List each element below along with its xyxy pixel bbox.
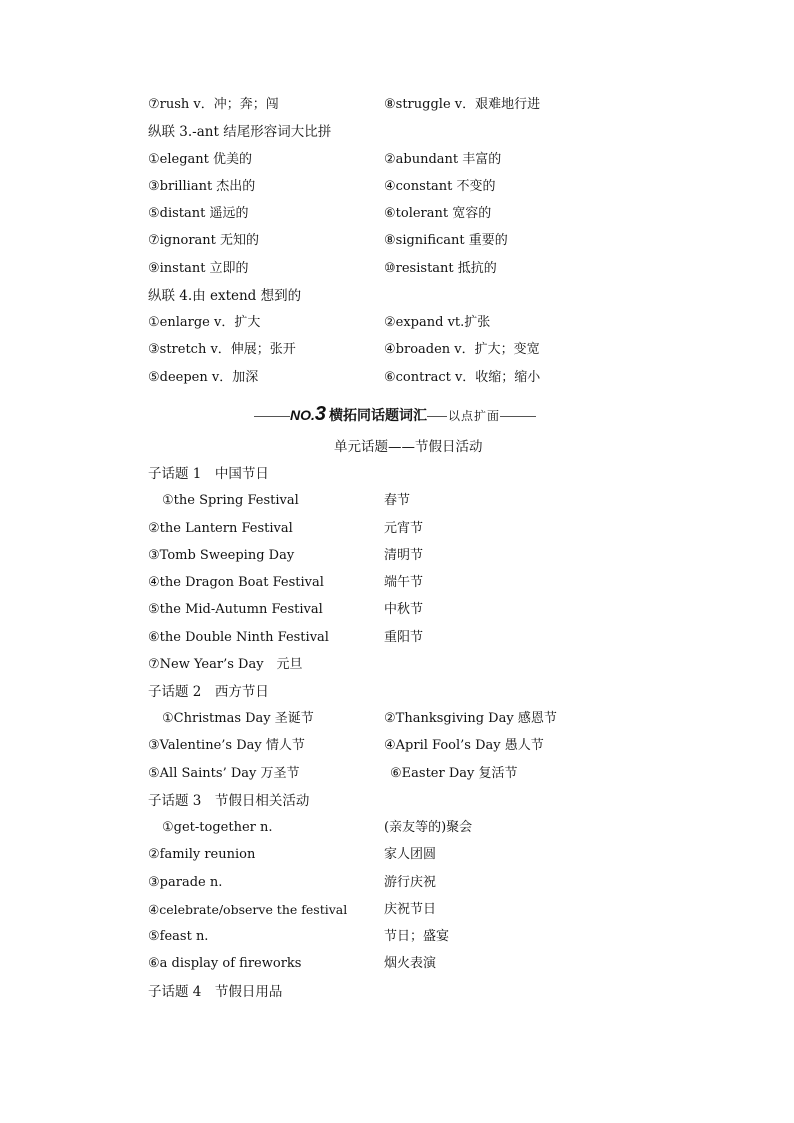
vocab-left: ①elegant 优美的	[148, 152, 253, 167]
vocab-right: ⑧significant 重要的	[384, 233, 508, 248]
vocab-right: ②Thanksgiving Day 感恩节	[384, 711, 557, 726]
vocab-left: ⑤deepen v．加深	[148, 370, 259, 385]
vocab-right: ⑥tolerant 宽容的	[384, 206, 492, 221]
vocab-right: 中秋节	[384, 602, 424, 617]
vocab-row	[148, 573, 648, 593]
vocab-row	[148, 927, 648, 947]
vocab-right: ④broaden v．扩大；变宽	[384, 342, 540, 357]
vocab-left: ③Tomb Sweeping Day	[148, 548, 295, 563]
vocab-left: ④celebrate/observe the festival	[148, 902, 348, 917]
vocab-right: 清明节	[384, 548, 424, 563]
vocab-left: ②the Lantern Festival	[148, 521, 293, 536]
vocab-right: (亲友等的)聚会	[384, 820, 473, 835]
subtopic-heading-1: 子话题 1 中国节日	[148, 466, 269, 482]
vocab-row	[148, 259, 648, 279]
vocab-row	[148, 177, 648, 197]
vocab-left: ①the Spring Festival	[162, 493, 299, 508]
vocab-left: ①get-together n.	[162, 820, 273, 835]
vocab-left: ⑤the Mid-Autumn Festival	[148, 602, 323, 617]
vocab-right: 重阳节	[384, 630, 424, 645]
vocab-right: ⑥contract v．收缩；缩小	[384, 370, 541, 385]
vocab-row	[148, 709, 648, 729]
vocab-left: ⑦rush v．冲；奔；闯	[148, 97, 279, 112]
vocab-left: ④the Dragon Boat Festival	[148, 575, 324, 590]
vocab-right: ④constant 不变的	[384, 179, 496, 194]
banner-rule-right	[500, 416, 536, 417]
vocab-left: ②family reunion	[148, 847, 256, 862]
vocab-right: 端午节	[384, 575, 424, 590]
vocab-row	[148, 368, 648, 388]
vocab-left: ⑤All Saints’ Day 万圣节	[148, 766, 300, 781]
vocab-row	[148, 655, 648, 675]
section-heading-link3: 纵联 3.-ant 结尾形容词大比拼	[148, 124, 332, 140]
vocab-row	[148, 818, 648, 838]
vocab-left: ⑤distant 遥远的	[148, 206, 249, 221]
vocab-left: ⑦New Year’s Day 元旦	[148, 657, 303, 672]
banner-number: 3	[314, 403, 327, 425]
vocab-row	[148, 845, 648, 865]
vocab-row	[148, 231, 648, 251]
section-banner	[254, 402, 568, 426]
vocab-right: ⑧struggle v．艰难地行进	[384, 97, 541, 112]
vocab-row	[148, 736, 648, 756]
vocab-row	[148, 764, 648, 784]
vocab-row	[148, 954, 648, 974]
banner-title: 横拓同话题词汇	[329, 408, 428, 424]
vocab-row	[148, 150, 648, 170]
vocab-left: ③stretch v．伸展；张开	[148, 342, 296, 357]
vocab-left: ⑥the Double Ninth Festival	[148, 630, 329, 645]
vocab-row	[148, 628, 648, 648]
unit-topic-title: 单元话题——节假日活动	[334, 439, 483, 455]
vocab-right: 元宵节	[384, 521, 424, 536]
vocab-row	[148, 519, 648, 539]
section-heading-link4: 纵联 4.由 extend 想到的	[148, 288, 302, 304]
vocab-row	[148, 546, 648, 566]
vocab-left: ③parade n.	[148, 875, 223, 890]
vocab-right: ②expand vt.扩张	[384, 315, 491, 330]
vocab-right: 家人团圆	[384, 847, 437, 862]
vocab-right: ②abundant 丰富的	[384, 152, 502, 167]
vocab-row	[148, 313, 648, 333]
vocab-right: 游行庆祝	[384, 875, 437, 890]
vocab-row	[148, 340, 648, 360]
vocab-left: ⑤feast n.	[148, 929, 209, 944]
vocab-row	[148, 873, 648, 893]
banner-rule-mid	[427, 416, 447, 417]
banner-rule-left	[254, 416, 290, 417]
vocab-right: ⑥Easter Day 复活节	[390, 766, 518, 781]
banner-subtitle: 以点扩面	[448, 409, 501, 423]
vocab-left: ③Valentine’s Day 情人节	[148, 738, 305, 753]
vocab-right: 烟火表演	[384, 956, 437, 971]
vocab-left: ③brilliant 杰出的	[148, 179, 256, 194]
vocab-left: ①enlarge v．扩大	[148, 315, 261, 330]
subtopic-heading-4: 子话题 4 节假日用品	[148, 984, 283, 1000]
vocab-right: 春节	[384, 493, 411, 508]
vocab-left: ⑨instant 立即的	[148, 261, 249, 276]
vocab-left: ⑦ignorant 无知的	[148, 233, 260, 248]
vocab-right: ④April Fool’s Day 愚人节	[384, 738, 544, 753]
subtopic-heading-2: 子话题 2 西方节日	[148, 684, 269, 700]
vocab-row	[148, 491, 648, 511]
vocab-right: 节日；盛宴	[384, 929, 450, 944]
vocab-left: ①Christmas Day 圣诞节	[162, 711, 314, 726]
vocab-row	[148, 600, 648, 620]
banner-no: NO.	[290, 407, 315, 423]
vocab-row	[148, 204, 648, 224]
vocab-right: ⑩resistant 抵抗的	[384, 261, 497, 276]
subtopic-heading-3: 子话题 3 节假日相关活动	[148, 793, 310, 809]
vocab-row	[148, 95, 648, 115]
vocab-left: ⑥a display of fireworks	[148, 956, 302, 971]
vocab-row	[148, 900, 648, 920]
vocab-right: 庆祝节日	[384, 902, 437, 917]
